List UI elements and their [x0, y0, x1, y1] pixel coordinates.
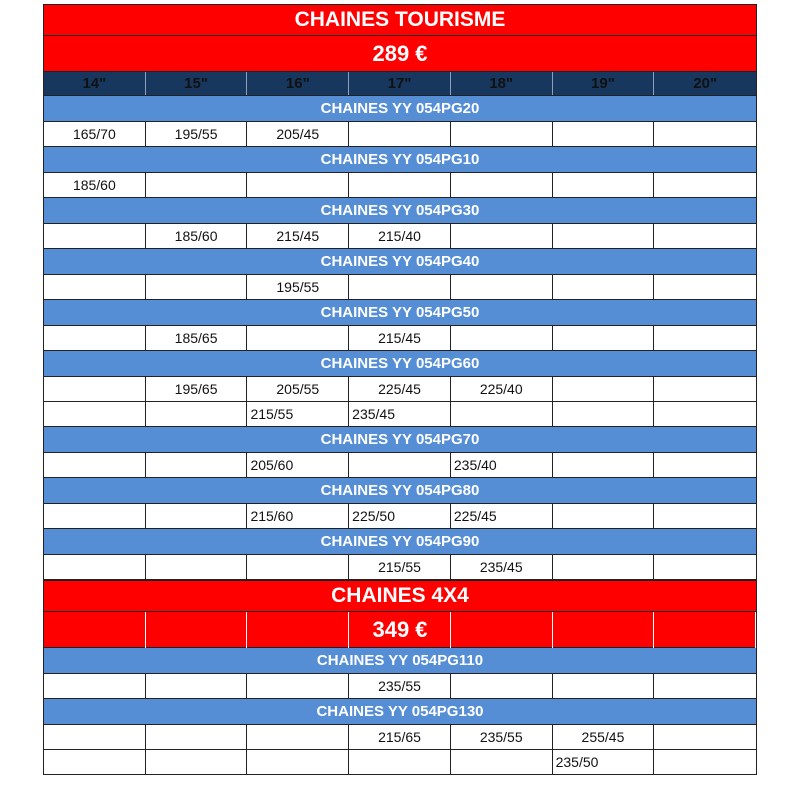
tire-size-cell: 215/65	[349, 725, 451, 749]
tire-size-cell	[654, 725, 756, 749]
rim-size-header-cell: 18"	[451, 72, 553, 95]
tourisme-price-band	[43, 36, 757, 72]
tire-size-cell	[654, 326, 756, 350]
tire-size-cell	[146, 275, 248, 299]
tire-size-cell: 215/45	[349, 326, 451, 350]
size-row	[43, 224, 757, 249]
tire-size-cell	[553, 453, 655, 477]
size-row	[43, 377, 757, 402]
tire-size-cell	[44, 555, 146, 579]
tire-size-cell: 235/45	[349, 402, 451, 426]
tire-size-cell: 205/60	[247, 453, 349, 477]
tire-size-cell	[654, 224, 756, 248]
size-row	[43, 402, 757, 427]
rim-size-header-cell: 16"	[247, 72, 349, 95]
tire-size-cell	[349, 173, 451, 197]
size-row	[43, 173, 757, 198]
tire-size-cell	[553, 173, 655, 197]
fourbyfour-title-band	[43, 580, 757, 612]
product-section-header: CHAINES YY 054PG40	[43, 249, 757, 275]
size-row	[43, 555, 757, 580]
tire-size-cell	[553, 504, 655, 528]
tire-size-cell	[349, 275, 451, 299]
tire-size-cell	[553, 224, 655, 248]
tire-size-cell	[451, 173, 553, 197]
tire-size-cell	[44, 504, 146, 528]
tire-size-cell	[44, 725, 146, 749]
fourbyfour-price: 349 €	[372, 617, 428, 642]
tire-size-cell	[553, 275, 655, 299]
tire-size-cell	[146, 674, 248, 698]
product-section-header: CHAINES YY 054PG70	[43, 427, 757, 453]
size-row	[43, 122, 757, 147]
tire-size-cell	[451, 674, 553, 698]
size-row	[43, 453, 757, 478]
product-section-header: CHAINES YY 054PG90	[43, 529, 757, 555]
tire-size-cell	[247, 725, 349, 749]
tire-size-cell	[451, 224, 553, 248]
tire-size-cell	[349, 453, 451, 477]
product-section-header: CHAINES YY 054PG80	[43, 478, 757, 504]
tire-size-cell	[44, 275, 146, 299]
size-row	[43, 674, 757, 699]
size-row	[43, 275, 757, 300]
tire-size-cell	[553, 555, 655, 579]
product-section-header: CHAINES YY 054PG60	[43, 351, 757, 377]
tire-size-cell: 195/55	[146, 122, 248, 146]
tire-size-cell: 185/60	[44, 173, 146, 197]
tire-size-cell: 225/50	[349, 504, 451, 528]
tire-size-cell	[654, 275, 756, 299]
tire-size-cell	[553, 122, 655, 146]
tire-size-cell	[553, 402, 655, 426]
tire-size-cell	[349, 122, 451, 146]
tire-size-cell	[654, 555, 756, 579]
tire-size-cell: 225/45	[349, 377, 451, 401]
tire-size-cell	[451, 402, 553, 426]
tire-size-cell: 235/45	[451, 555, 553, 579]
tire-size-cell: 165/70	[44, 122, 146, 146]
tire-size-cell	[146, 173, 248, 197]
tire-size-cell	[247, 750, 349, 774]
tire-size-cell	[654, 402, 756, 426]
tire-size-cell: 235/55	[349, 674, 451, 698]
tire-size-cell	[146, 453, 248, 477]
tire-size-cell	[247, 674, 349, 698]
tire-size-cell	[44, 224, 146, 248]
product-section-header: CHAINES YY 054PG10	[43, 147, 757, 173]
tire-size-cell	[146, 725, 248, 749]
product-section-header: CHAINES YY 054PG130	[43, 699, 757, 725]
tourisme-price: 289 €	[372, 40, 428, 66]
tire-size-cell: 205/45	[247, 122, 349, 146]
tire-size-cell: 215/55	[349, 555, 451, 579]
tire-size-cell	[247, 555, 349, 579]
tire-size-cell	[146, 555, 248, 579]
tire-size-cell: 255/45	[553, 725, 655, 749]
tire-size-cell	[146, 402, 248, 426]
tire-size-cell: 185/65	[146, 326, 248, 350]
tire-size-cell	[451, 326, 553, 350]
size-row	[43, 504, 757, 529]
fourbyfour-sections	[43, 648, 757, 775]
product-section-header: CHAINES YY 054PG50	[43, 300, 757, 326]
tire-size-cell: 235/40	[451, 453, 553, 477]
product-section-header: CHAINES YY 054PG30	[43, 198, 757, 224]
tire-size-cell	[247, 173, 349, 197]
tire-size-cell: 185/60	[146, 224, 248, 248]
tire-size-cell: 215/55	[247, 402, 349, 426]
rim-size-header-cell: 20"	[693, 75, 718, 92]
tire-size-cell	[44, 750, 146, 774]
tire-size-cell: 205/55	[247, 377, 349, 401]
tire-size-cell: 195/65	[146, 377, 248, 401]
tire-size-cell	[654, 453, 756, 477]
tire-size-cell	[451, 122, 553, 146]
rim-size-header	[43, 72, 757, 96]
tire-size-cell	[247, 326, 349, 350]
product-section-header: CHAINES YY 054PG110	[43, 648, 757, 674]
tire-size-cell	[146, 750, 248, 774]
tire-size-cell: 215/45	[247, 224, 349, 248]
tire-size-cell: 215/60	[247, 504, 349, 528]
tire-size-cell	[451, 750, 553, 774]
tire-size-cell	[44, 377, 146, 401]
tire-size-cell	[44, 674, 146, 698]
rim-size-header-cell: 14"	[44, 72, 146, 95]
size-row	[43, 750, 757, 775]
tire-size-cell: 215/40	[349, 224, 451, 248]
tire-size-cell: 195/55	[247, 275, 349, 299]
tire-size-cell	[349, 750, 451, 774]
tire-size-cell	[654, 674, 756, 698]
tire-size-cell	[553, 377, 655, 401]
tire-size-cell	[553, 326, 655, 350]
tire-size-cell	[44, 326, 146, 350]
rim-size-header-cell: 19"	[553, 72, 655, 95]
tourisme-sections	[43, 96, 757, 580]
tourisme-title: CHAINES TOURISME	[294, 8, 506, 31]
fourbyfour-price-band	[43, 612, 757, 648]
fourbyfour-title: CHAINES 4X4	[331, 584, 469, 607]
tire-size-cell	[654, 122, 756, 146]
tire-size-cell	[654, 750, 756, 774]
tire-size-cell: 225/40	[451, 377, 553, 401]
tire-size-cell	[654, 504, 756, 528]
product-section-header: CHAINES YY 054PG20	[43, 96, 757, 122]
chains-price-table	[43, 4, 757, 775]
tire-size-cell: 235/55	[451, 725, 553, 749]
tire-size-cell: 225/45	[451, 504, 553, 528]
rim-size-header-cell: 17"	[349, 72, 451, 95]
size-row	[43, 725, 757, 750]
tourisme-title-band	[43, 4, 757, 36]
rim-size-header-cell: 15"	[146, 72, 248, 95]
tire-size-cell	[44, 453, 146, 477]
size-row	[43, 326, 757, 351]
tire-size-cell	[146, 504, 248, 528]
tire-size-cell	[654, 173, 756, 197]
tire-size-cell	[654, 377, 756, 401]
tire-size-cell: 235/50	[553, 750, 655, 774]
tire-size-cell	[44, 402, 146, 426]
tire-size-cell	[451, 275, 553, 299]
tire-size-cell	[553, 674, 655, 698]
